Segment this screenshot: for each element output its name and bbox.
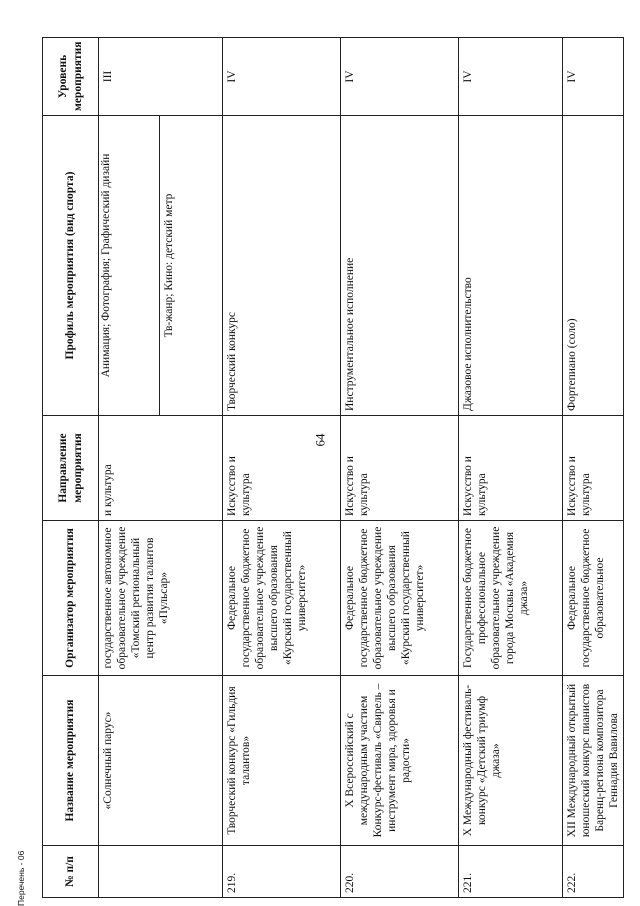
row-level: III [99,38,223,116]
row-name: Творческий конкурс «Гильдия талантов» [223,676,341,846]
row-num: 222. [563,846,624,898]
row-organizer: Федеральное государственное бюджетное образовательное учреждение высшего образования «Курский государственный университет» [341,521,459,676]
header-num: № п/п [43,846,99,898]
row-profile [99,116,223,416]
row-organizer: государственное автономное образовательное учреждение «Томский региональный центр развития талантов «Пульсар» [99,521,223,676]
events-table [42,37,624,898]
row-profile: Инструментальное исполнение [341,116,459,416]
row-organizer: Государственное бюджетное профессиональное образовательное учреждение города Москвы «Академия джаза» [459,521,563,676]
row-level: IV [459,38,563,116]
row-num: 220. [341,846,459,898]
row-profile: Фортепиано (соло) [563,116,624,416]
row-level: IV [341,38,459,116]
row-direction: Искусство и культура [459,416,563,521]
row-name: XII Международный открытый юношеский конкурс пианистов Баренц-региона композитора Геннадия Вавилова [563,676,624,846]
rotated-table-wrapper [42,38,621,898]
header-name: Название мероприятия [43,676,99,846]
row-level: IV [563,38,624,116]
row-name: X Международный фестиваль-конкурс «Детский триумф джаза» [459,676,563,846]
row-profile-top: Анимация; Фотография; Графический дизайн [99,116,160,415]
table-row [99,38,223,898]
row-num: 221. [459,846,563,898]
row-direction: Искусство и культура [341,416,459,521]
row-num [99,846,223,898]
header-organizer: Организатор мероприятия [43,521,99,676]
row-profile-bottom: Тв-жанр; Кино: детский метр [163,193,175,338]
table-row [563,38,624,898]
table-row [223,38,341,898]
row-direction: и культура [99,416,223,521]
header-level: Уровень мероприятия [43,38,99,116]
row-direction: Искусство и культура [563,416,624,521]
footer-text: Перечень - 06 [16,850,26,906]
table-row [341,38,459,898]
row-organizer: Федеральное государственное бюджетное образовательное учреждение высшего образования «Курский государственный университет» [223,521,341,676]
row-organizer: Федеральное государственное бюджетное образовательное [563,521,624,676]
row-profile: Творческий конкурс [223,116,341,416]
table-header-row [43,38,99,898]
footer [16,826,36,906]
row-name: X Всероссийский с международным участием Конкурс-фестиваль «Свирель – инструмент мира, здоровья и радости» [341,676,459,846]
table-row [459,38,563,898]
row-direction: Искусство и культура [223,416,341,521]
row-name: «Солнечный парус» [99,676,223,846]
row-profile: Джазовое исполнительство [459,116,563,416]
header-direction: Направление мероприятия [43,416,99,521]
header-profile: Профиль мероприятия (вид спорта) [43,116,99,416]
row-num: 219. [223,846,341,898]
row-level: IV [223,38,341,116]
page-number-text: 64 [312,433,327,447]
